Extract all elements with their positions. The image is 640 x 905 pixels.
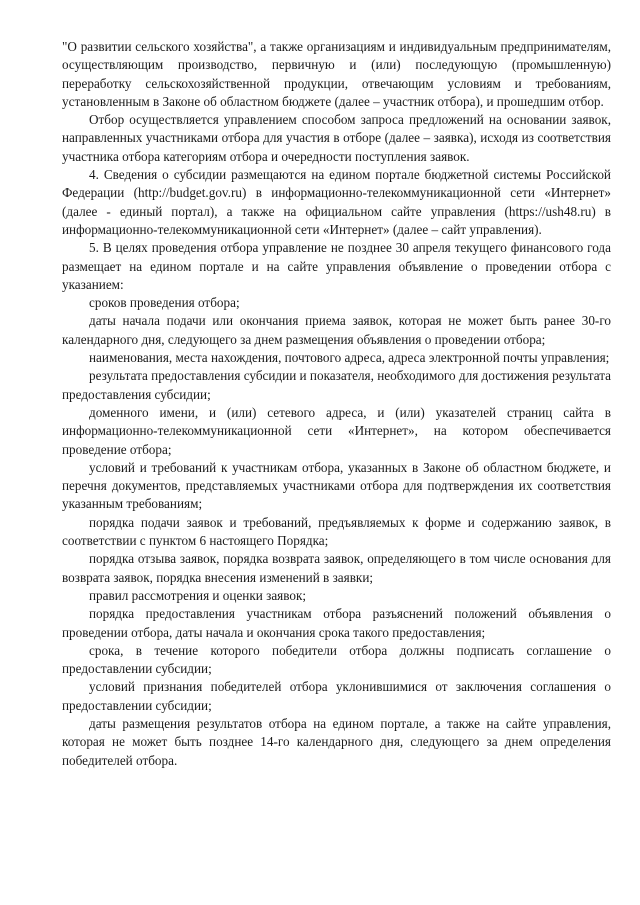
paragraph-item-4: 4. Сведения о субсидии размещаются на едином портале бюджетной системы Российской Федерации (http://budget.gov.ru) в информационно-телекоммуникационной сети «Интернет» (далее - единый портал), а также на официальном сайте управления (https://ush48.ru) в информационно-телекоммуникационной сети «Интернет» (далее – сайт управления).	[62, 167, 611, 237]
paragraph-selection-method: Отбор осуществляется управлением способом запроса предложений на основании заявок, направленных участниками отбора для участия в отборе (далее – заявка), исходя из соответствия участника отбора категориям отбора и очередности поступления заявок.	[62, 112, 611, 164]
list-item: порядка подачи заявок и требований, предъявляемых к форме и содержанию заявок, в соответствии с пунктом 6 настоящего Порядка;	[62, 514, 611, 549]
list-item: порядка предоставления участникам отбора разъяснений положений объявления о проведении отбора, даты начала и окончания срока такого предоставления;	[62, 606, 611, 640]
paragraph-item-5: 5. В целях проведения отбора управление не позднее 30 апреля текущего финансового года размещает на едином портале и на сайте управления объявление о проведении отбора с указанием:	[62, 240, 611, 292]
list-item: сроков проведения отбора;	[89, 295, 240, 311]
paragraph-continuation: "О развитии сельского хозяйства", а также организациям и индивидуальным предпринимателям, осуществляющим производство, первичную и (или) последующую (промышленную) переработку сельскохозяйственной продукции, отвечающим условиям и требованиям, установленным в Законе об областном бюджете (далее – участник отбора), и прошедшим отбор.	[62, 39, 611, 109]
list-item: условий признания победителей отбора уклонившимися от заключения соглашения о предоставлении субсидии;	[62, 679, 611, 713]
list-item: даты начала подачи или окончания приема заявок, которая не может быть ранее 30-го календарного дня, следующего за днем размещения объявления о проведении отбора;	[62, 313, 611, 347]
list-item: наименования, места нахождения, почтового адреса, адреса электронной почты управления;	[89, 350, 610, 366]
list-item: доменного имени, и (или) сетевого адреса, и (или) указателей страниц сайта в информационно-телекоммуникационной сети «Интернет», на котором обеспечивается проведение отбора;	[62, 404, 611, 457]
document-page	[62, 38, 611, 770]
list-item: правил рассмотрения и оценки заявок;	[89, 587, 307, 603]
list-item: даты размещения результатов отбора на едином портале, а также на сайте управления, которая не может быть позднее 14-го календарного дня, следующего за днем определения победителей отбора.	[62, 715, 611, 768]
list-item: порядка отзыва заявок, порядка возврата заявок, определяющего в том числе основания для возврата заявок, порядка внесения изменений в заявки;	[62, 551, 611, 585]
list-item: условий и требований к участникам отбора, указанных в Законе об областном бюджете, и перечня документов, представляемых участниками отбора для подтверждения их соответствия указанным требованиям;	[62, 459, 611, 512]
list-item: результата предоставления субсидии и показателя, необходимого для достижения результата предоставления субсидии;	[62, 368, 611, 402]
list-item: срока, в течение которого победители отбора должны подписать соглашение о предоставлении субсидии;	[62, 642, 611, 677]
